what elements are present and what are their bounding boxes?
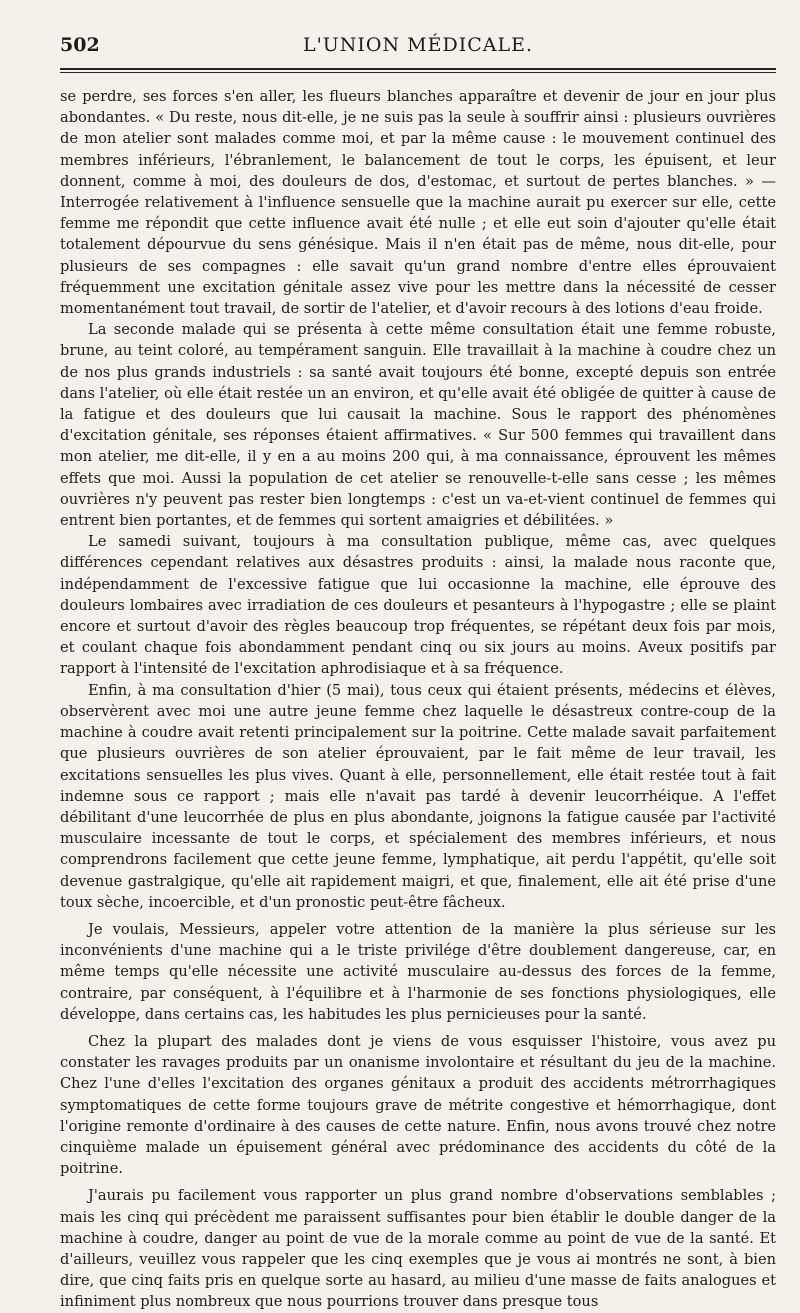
article-body (60, 86, 776, 1313)
running-title: L'UNION MÉDICALE. (302, 34, 534, 56)
paragraph: Je voulais, Messieurs, appeler votre attention de la manière la plus sérieuse sur les inconvénients d'une machine qui a le triste privilége d'être doublement dangereuse, car, en même temps qu'elle nécessite une activité musculaire au-dessus des forces de la femme, contraire, par conséquent, à l'équilibre et à l'harmonie de ses fonctions physiologiques, elle développe, dans certains cas, les habitudes les plus pernicieuses pour la santé. (60, 920, 776, 1023)
header-rule-thin (60, 72, 776, 73)
page-header (60, 34, 776, 64)
paragraph: J'aurais pu facilement vous rapporter un plus grand nombre d'observations semblables ; mais les cinq qui précèdent me paraissent suffisantes pour bien établir le double danger de la machine à coudre, danger au point de vue de la morale comme au point de vue de la santé. Et d'ailleurs, veuillez vous rappeler que les cinq exemples que je vous ai montrés ne sont, à bien dire, que cinq faits pris en quelque sorte au hasard, au milieu d'une masse de faits analogues et infiniment plus nombreux que nous pourrions trouver dans presque tous (60, 1187, 776, 1311)
header-rule (60, 68, 776, 70)
page-number: 502 (60, 34, 100, 56)
paragraph: Enfin, à ma consultation d'hier (5 mai), tous ceux qui étaient présents, médecins et élèves, observèrent avec moi une autre jeune femme chez laquelle le désastreux contre-coup de la machine à coudre avait retenti principalement sur la poitrine. Cette malade savait parfaitement que plusieurs ouvrières de son atelier éprouvaient, par le fait même de leur travail, les excitations sensuelles les plus vives. Quant à elle, personnellement, elle était restée tout à fait indemne sous ce rapport ; mais elle n'avait pas tardé à devenir leucorrhéique. A l'effet débilitant d'une leucorrhée de plus en plus abondante, joignons la fatigue causée par l'activité musculaire incessante de tout le corps, et spécialement des membres inférieurs, et nous comprendrons facilement que cette jeune femme, lymphatique, ait perdu l'appétit, qu'elle soit devenue gastralgique, qu'elle ait rapidement maigri, et que, finalement, elle ait été prise d'une toux sèche, incoercible, et d'un pronostic peut-être fâcheux. (60, 681, 776, 911)
paragraph: se perdre, ses forces s'en aller, les flueurs blanches apparaître et devenir de jour en jour plus abondantes. « Du reste, nous dit-elle, je ne suis pas la seule à souffrir ainsi : plusieurs ouvrières de mon atelier sont malades comme moi, et par la même cause : le mouvement continuel des membres inférieurs, l'ébranlement, le balancement de tout le corps, les épuisent, et leur donnent, comme à moi, des douleurs de dos, d'estomac, et surtout de pertes blanches. » — Interrogée relativement à l'influence sensuelle que la machine aurait pu exercer sur elle, cette femme me répondit que cette influence avait été nulle ; et elle eut soin d'ajouter qu'elle était totalement dépourvue du sens génésique. Mais il n'en était pas de même, nous dit-elle, pour plusieurs de ses compagnes : elle savait qu'un grand nombre d'entre elles éprouvaient fréquemment une excitation génitale assez vive pour les mettre dans la nécessité de cesser momentanément tout travail, de sortir de l'atelier, et d'avoir recours à des lotions d'eau froide. (60, 88, 776, 318)
paragraph: Chez la plupart des malades dont je viens de vous esquisser l'histoire, vous avez pu constater les ravages produits par un onanisme involontaire et résultant du jeu de la machine. Chez l'une d'elles l'excitation des organes génitaux a produit des accidents métrorrhagiques symptomatiques de cette forme toujours grave de métrite congestive et hémorrhagique, dont l'origine remonte d'ordinaire à des causes de cette nature. Enfin, nous avons trouvé chez notre cinquième malade un épuisement général avec prédominance des accidents du côté de la poitrine. (60, 1032, 776, 1178)
paragraph: La seconde malade qui se présenta à cette même consultation était une femme robuste, brune, au teint coloré, au tempérament sanguin. Elle travaillait à la machine à coudre chez un de nos plus grands industriels : sa santé avait toujours été bonne, excepté depuis son entrée dans l'atelier, où elle était restée un an environ, et qu'elle avait été obligée de quitter à cause de la fatigue et des douleurs que lui causait la machine. Sous le rapport des phénomènes d'excitation génitale, ses réponses étaient affirmatives. « Sur 500 femmes qui travaillent dans mon atelier, me dit-elle, il y en a au moins 200 qui, à ma connaissance, éprouvent les mêmes effets que moi. Aussi la population de cet atelier se renouvelle-t-elle sans cesse ; les mêmes ouvrières n'y peuvent pas rester bien longtemps : c'est un va-et-vient continuel de femmes qui entrent bien portantes, et de femmes qui sortent amaigries et débilitées. » (60, 321, 776, 530)
paragraph: Le samedi suivant, toujours à ma consultation publique, même cas, avec quelques différences cependant relatives aux désastres produits : ainsi, la malade nous raconte que, indépendamment de l'excessive fatigue que lui occasionne la machine, elle éprouve des douleurs lombaires avec irradiation de ces douleurs et pesanteurs à l'hypogastre ; elle se plaint encore et surtout d'avoir des règles beaucoup trop fréquentes, se répétant deux fois par mois, et coulant chaque fois abondamment pendant cinq ou six jours au moins. Aveux positifs par rapport à l'intensité de l'excitation aphrodisiaque et à sa fréquence. (60, 533, 776, 678)
